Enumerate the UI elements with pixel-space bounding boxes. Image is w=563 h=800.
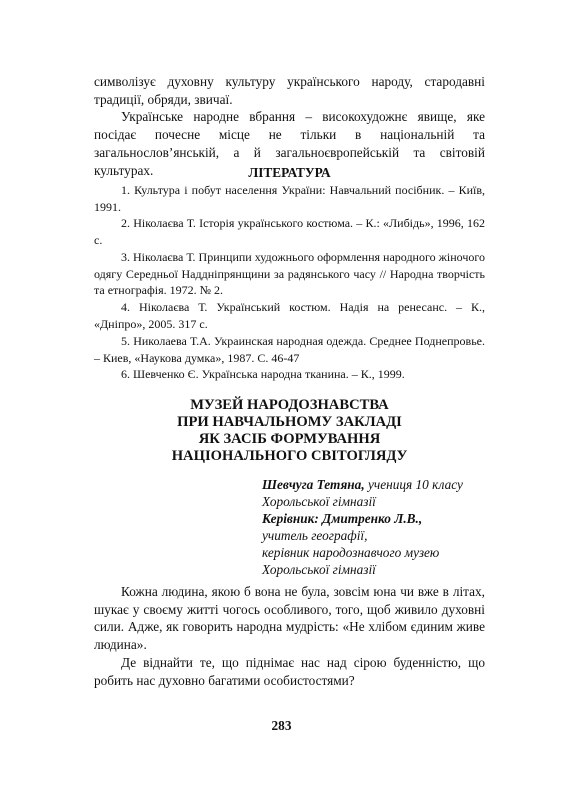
- literature-title: ЛІТЕРАТУРА: [248, 165, 331, 180]
- article-title-line: ПРИ НАВЧАЛЬНОМУ ЗАКЛАДІ: [177, 413, 402, 430]
- literature-section: [94, 164, 485, 383]
- reference-item: 4. Ніколаєва Т. Український костюм. Надія на ренесанс. – К., «Дніпро», 2005. 317 с.: [94, 300, 485, 332]
- reference-item: 5. Николаева Т.А. Украинская народная одежда. Среднее Поднепровье. – Киев, «Наукова думка», 1987. С. 46-47: [94, 333, 485, 365]
- author-block: [262, 477, 492, 578]
- article-body: [94, 583, 485, 689]
- reference-item: 6. Шевченко Є. Українська народна тканина. – К., 1999.: [121, 367, 405, 382]
- reference-item: 1. Культура і побут населення України: Навчальний посібник. – Київ, 1991.: [94, 182, 485, 214]
- article-title-line: ЯК ЗАСІБ ФОРМУВАННЯ: [198, 430, 381, 447]
- supervisor-name: Керівник: Дмитренко Л.В.,: [262, 510, 423, 526]
- supervisor-role-1: учитель географії,: [262, 527, 368, 543]
- reference-item: 2. Ніколаєва Т. Історія українського костюма. – К.: «Либідь», 1996, 162 с.: [94, 216, 485, 248]
- page-number: 283: [271, 718, 292, 733]
- body-paragraph-1: Кожна людина, якою б вона не була, зовсім юна чи вже в літах, шукає у своєму житті чогось особливого, того, щоб живило духовні сили. Адже, як говорить народна мудрість: «Не хлібом єдиним живе людина».: [94, 584, 485, 653]
- article-title-line: НАЦІОНАЛЬНОГО СВІТОГЛЯДУ: [171, 447, 408, 464]
- author-role: учениця 10 класу: [364, 477, 463, 492]
- article-title-line: МУЗЕЙ НАРОДОЗНАВСТВА: [190, 397, 389, 413]
- author-line: [262, 477, 492, 494]
- article-title: [94, 397, 485, 465]
- body-paragraph-2: Де віднайти те, що піднімає нас над сірою буденністю, що робить нас духовно багатими особистостями?: [94, 654, 485, 688]
- intro-paragraph-2: Українське народне вбрання – високохудожнє явище, яке посідає почесне місце не тільки в національній та загальнослов’янській, а й загальноєвропейській та світовій культурах.: [94, 109, 485, 178]
- supervisor-role-2: керівник народознавчого музею: [262, 544, 440, 560]
- intro-paragraph-1: символізує духовну культуру українського народу, стародавні традиції, обряди, звичаї.: [94, 74, 485, 107]
- author-school: Хорольської гімназії: [262, 493, 376, 509]
- supervisor-school: Хорольської гімназії: [262, 561, 376, 577]
- reference-item: 3. Ніколаєва Т. Принципи художнього оформлення народного жіночого одягу Середньої Наддніпрянщини за радянського часу // Народна творчість та етнографія. 1972. № 2.: [94, 249, 485, 298]
- author-name: Шевчуга Тетяна,: [262, 477, 365, 492]
